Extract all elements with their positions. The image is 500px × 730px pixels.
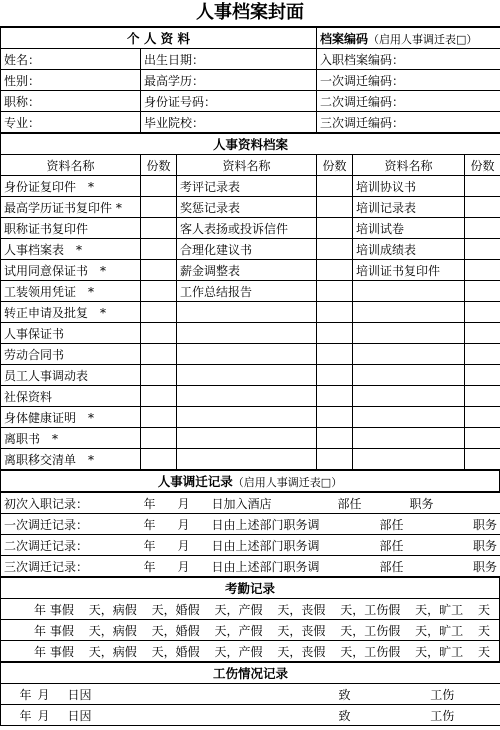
transfer-m[interactable]: 月 (175, 514, 209, 535)
archive-row (1, 344, 500, 365)
archive-item-count[interactable] (141, 344, 177, 365)
archive-item-count[interactable] (465, 428, 500, 449)
transfer-row (1, 493, 500, 514)
archive-item-count[interactable] (317, 302, 353, 323)
archive-item-count[interactable] (465, 407, 500, 428)
transfer-pos[interactable]: 职务 (407, 535, 500, 556)
archive-item-count[interactable] (317, 407, 353, 428)
archive-item-name: 人事保证书 (1, 323, 141, 344)
transfer-text[interactable]: 日加入酒店 (209, 493, 335, 514)
archive-item-name: 试用同意保证书 * (1, 260, 141, 281)
attendance-row (1, 599, 500, 620)
attendance-segment: 天，婚假 (151, 623, 200, 638)
archive-item-count[interactable] (317, 260, 353, 281)
attendance-segment: 天，婚假 (151, 644, 200, 659)
archive-item-count[interactable] (317, 323, 353, 344)
transfer-row (1, 556, 500, 577)
archive-item-count[interactable] (317, 449, 353, 470)
personal-field[interactable]: 职称： (1, 91, 141, 112)
injury-row (1, 705, 500, 726)
archive-item-count[interactable] (465, 323, 500, 344)
col-name-header: 资料名称 (1, 155, 141, 176)
archive-item-count[interactable] (317, 197, 353, 218)
transfer-row (1, 535, 500, 556)
col-count-header: 份数 (317, 155, 353, 176)
archive-item-count[interactable] (141, 428, 177, 449)
archive-item-name: 合理化建议书 (177, 239, 317, 260)
transfer-label: 初次入职记录： (1, 493, 141, 514)
archive-item-count[interactable] (465, 365, 500, 386)
archive-item-count[interactable] (141, 197, 177, 218)
archive-item-name: 社保资料 (1, 386, 141, 407)
archive-item-name: 员工人事调动表 (1, 365, 141, 386)
transfer-row (1, 514, 500, 535)
injury-injury: 工伤 (385, 684, 500, 705)
archive-item-name (353, 302, 465, 323)
archive-row (1, 260, 500, 281)
injury-injury: 工伤 (385, 705, 500, 726)
transfer-text[interactable]: 日由上述部门职务调 (209, 514, 335, 535)
injury-cause: 日因 (65, 684, 305, 705)
personal-field[interactable]: 性别： (1, 70, 141, 91)
personal-heading: 个 人 资 料 (1, 28, 317, 49)
archive-item-count[interactable] (141, 218, 177, 239)
archive-item-name (177, 386, 317, 407)
archive-item-name: 培训试卷 (353, 218, 465, 239)
archive-item-name (353, 344, 465, 365)
archive-item-count[interactable] (465, 260, 500, 281)
attendance-segment: 年 事假 (34, 644, 74, 659)
transfer-heading: 人事调迁记录（启用人事调迁表□） (1, 471, 500, 492)
archive-item-count[interactable] (141, 239, 177, 260)
archive-item-name (353, 281, 465, 302)
attendance-row (1, 620, 500, 641)
injury-m: 月 (35, 684, 65, 705)
archive-item-name: 奖惩记录表 (177, 197, 317, 218)
attendance-segment: 天，丧假 (277, 623, 326, 638)
archive-item-count[interactable] (141, 176, 177, 197)
col-name-header: 资料名称 (353, 155, 465, 176)
archive-item-name (177, 323, 317, 344)
archive-item-name: 薪金调整表 (177, 260, 317, 281)
archive-item-count[interactable] (317, 176, 353, 197)
personal-field[interactable]: 毕业院校： (141, 112, 317, 133)
col-name-header: 资料名称 (177, 155, 317, 176)
attendance-segment: 天，产假 (214, 623, 263, 638)
transfer-label: 二次调迁记录： (1, 535, 141, 556)
archive-row (1, 239, 500, 260)
archive-item-count[interactable] (317, 344, 353, 365)
injury-to: 致 (305, 705, 385, 726)
archive-item-name: 培训记录表 (353, 197, 465, 218)
archive-row (1, 323, 500, 344)
transfer-m[interactable]: 月 (175, 556, 209, 577)
archive-item-name (177, 365, 317, 386)
col-count-header: 份数 (141, 155, 177, 176)
personal-field[interactable]: 最高学历： (141, 70, 317, 91)
archive-item-count[interactable] (317, 386, 353, 407)
attendance-segment: 天，丧假 (277, 644, 326, 659)
transfer-dept[interactable]: 部任 (335, 556, 407, 577)
archive-item-count[interactable] (141, 449, 177, 470)
attendance-segment: 天 (477, 623, 490, 638)
archive-item-name: 客人表扬或投诉信件 (177, 218, 317, 239)
archive-item-count[interactable] (141, 323, 177, 344)
injury-row (1, 684, 500, 705)
archive-item-name (353, 428, 465, 449)
archive-item-name (177, 407, 317, 428)
attendance-segment: 天，旷工 (415, 644, 464, 659)
attendance-row (1, 641, 500, 662)
archive-row (1, 407, 500, 428)
archive-item-name: 工作总结报告 (177, 281, 317, 302)
archive-item-name (177, 302, 317, 323)
archive-table (0, 133, 500, 470)
personal-field[interactable]: 专业： (1, 112, 141, 133)
attendance-segment: 年 事假 (34, 602, 74, 617)
archive-row (1, 281, 500, 302)
archive-row (1, 176, 500, 197)
personal-row (1, 91, 500, 112)
archive-code-label: 档案编码 (320, 31, 369, 46)
archive-item-count[interactable] (465, 302, 500, 323)
injury-y: 年 (1, 705, 35, 726)
attendance-segment: 天，旷工 (415, 623, 464, 638)
archive-item-name: 离职移交清单 * (1, 449, 141, 470)
archive-row (1, 197, 500, 218)
transfer-table (0, 470, 500, 492)
attendance-segment: 天，病假 (88, 644, 137, 659)
transfer-text[interactable]: 日由上述部门职务调 (209, 556, 335, 577)
archive-item-count[interactable] (465, 239, 500, 260)
archive-item-count[interactable] (465, 386, 500, 407)
personal-row (1, 49, 500, 70)
transfer-rows (0, 492, 500, 577)
archive-item-count[interactable] (317, 365, 353, 386)
archive-item-count[interactable] (465, 176, 500, 197)
archive-item-name: 转正申请及批复 * (1, 302, 141, 323)
archive-row (1, 218, 500, 239)
page-title: 人事档案封面 (0, 0, 500, 27)
injury-m: 月 (35, 705, 65, 726)
archive-row (1, 449, 500, 470)
personal-info-table (0, 27, 500, 133)
archive-row (1, 386, 500, 407)
attendance-segment: 天，工伤假 (340, 623, 401, 638)
transfer-dept[interactable]: 部任 (335, 493, 407, 514)
archive-item-count[interactable] (141, 365, 177, 386)
attendance-line (1, 620, 500, 641)
archive-item-name: 考评记录表 (177, 176, 317, 197)
transfer-y[interactable]: 年 (141, 493, 175, 514)
archive-code-note: （启用人事调迁表□） (368, 32, 478, 46)
archive-item-count[interactable] (465, 449, 500, 470)
archive-item-name (177, 428, 317, 449)
transfer-dept[interactable]: 部任 (335, 535, 407, 556)
attendance-segment: 天，病假 (88, 602, 137, 617)
attendance-segment: 天，病假 (88, 623, 137, 638)
archive-item-name: 离职书 * (1, 428, 141, 449)
archive-row (1, 365, 500, 386)
personal-field[interactable]: 身份证号码： (141, 91, 317, 112)
attendance-segment: 天 (477, 602, 490, 617)
injury-cause: 日因 (65, 705, 305, 726)
personal-row (1, 70, 500, 91)
archive-item-count[interactable] (317, 281, 353, 302)
archive-item-name: 工装领用凭证 * (1, 281, 141, 302)
personal-field[interactable]: 入职档案编码： (317, 49, 500, 70)
archive-item-name: 身体健康证明 * (1, 407, 141, 428)
transfer-pos[interactable]: 职务 (407, 556, 500, 577)
archive-item-name (353, 365, 465, 386)
attendance-segment: 天，婚假 (151, 602, 200, 617)
archive-item-name: 培训证书复印件 (353, 260, 465, 281)
personal-field[interactable]: 姓名： (1, 49, 141, 70)
personal-field[interactable]: 出生日期： (141, 49, 317, 70)
archive-item-name: 劳动合同书 (1, 344, 141, 365)
archive-item-count[interactable] (141, 407, 177, 428)
archive-item-name: 培训成绩表 (353, 239, 465, 260)
personal-field[interactable]: 二次调迁编码： (317, 91, 500, 112)
archive-item-count[interactable] (141, 302, 177, 323)
transfer-m[interactable]: 月 (175, 535, 209, 556)
attendance-segment: 天，旷工 (415, 602, 464, 617)
archive-item-name (177, 344, 317, 365)
attendance-segment: 天，产假 (214, 602, 263, 617)
attendance-segment: 天 (477, 644, 490, 659)
archive-item-name: 人事档案表 * (1, 239, 141, 260)
archive-row (1, 428, 500, 449)
archive-item-count[interactable] (317, 239, 353, 260)
injury-heading: 工伤情况记录 (1, 663, 500, 684)
attendance-segment: 天，产假 (214, 644, 263, 659)
attendance-segment: 天，工伤假 (340, 602, 401, 617)
archive-item-count[interactable] (465, 344, 500, 365)
col-count-header: 份数 (465, 155, 500, 176)
attendance-segment: 年 事假 (34, 623, 74, 638)
archive-item-count[interactable] (141, 281, 177, 302)
archive-item-count[interactable] (465, 197, 500, 218)
personal-field[interactable]: 一次调迁编码： (317, 70, 500, 91)
archive-item-count[interactable] (465, 281, 500, 302)
attendance-segment: 天，工伤假 (340, 644, 401, 659)
archive-item-name (353, 449, 465, 470)
transfer-y[interactable]: 年 (141, 535, 175, 556)
archive-item-name: 培训协议书 (353, 176, 465, 197)
archive-item-name (353, 323, 465, 344)
archive-item-count[interactable] (465, 218, 500, 239)
personal-row (1, 112, 500, 133)
attendance-heading: 考勤记录 (1, 578, 500, 599)
archive-item-name (177, 449, 317, 470)
archive-item-count[interactable] (317, 218, 353, 239)
archive-code-cell (317, 28, 500, 49)
archive-item-name (353, 386, 465, 407)
transfer-dept[interactable]: 部任 (335, 514, 407, 535)
attendance-line (1, 641, 500, 662)
transfer-y[interactable]: 年 (141, 556, 175, 577)
injury-table (0, 662, 500, 726)
injury-y: 年 (1, 684, 35, 705)
archive-row (1, 302, 500, 323)
archive-heading: 人事资料档案 (1, 134, 500, 155)
transfer-y[interactable]: 年 (141, 514, 175, 535)
attendance-line (1, 599, 500, 620)
archive-item-count[interactable] (317, 428, 353, 449)
transfer-label: 三次调迁记录： (1, 556, 141, 577)
attendance-table (0, 577, 500, 662)
archive-item-name: 身份证复印件 * (1, 176, 141, 197)
archive-item-name: 最高学历证书复印件 * (1, 197, 141, 218)
transfer-text[interactable]: 日由上述部门职务调 (209, 535, 335, 556)
transfer-pos[interactable]: 职务 (407, 493, 500, 514)
archive-item-count[interactable] (141, 260, 177, 281)
transfer-label: 一次调迁记录： (1, 514, 141, 535)
personal-field[interactable]: 三次调迁编码： (317, 112, 500, 133)
archive-item-name: 职称证书复印件 (1, 218, 141, 239)
transfer-pos[interactable]: 职务 (407, 514, 500, 535)
injury-to: 致 (305, 684, 385, 705)
transfer-m[interactable]: 月 (175, 493, 209, 514)
archive-item-count[interactable] (141, 386, 177, 407)
archive-item-name (353, 407, 465, 428)
attendance-segment: 天，丧假 (277, 602, 326, 617)
